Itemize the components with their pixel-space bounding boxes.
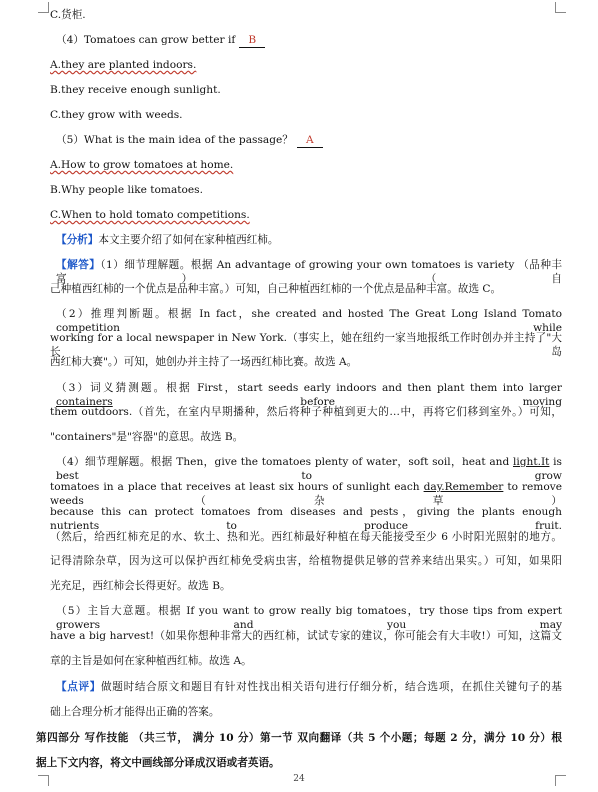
option-text: A.they are planted indoors. — [50, 59, 197, 71]
answer-q3-line2: them outdoors.（首先，在室内早期播种，然后将种子种植到更大的…中，再将它们移到室外。）可知， — [50, 406, 562, 418]
comment-tag: 【点评】 — [56, 681, 102, 693]
question-5 — [56, 133, 568, 148]
analysis-text: 本文主要介绍了如何在家种植西红柿。 — [98, 234, 279, 246]
answer-q1-line2: 己种植西红柿的一个优点是品种丰富。）可知，自己种植西红柿的一个优点是品种丰富。故选 C。 — [50, 283, 502, 295]
page-number: 24 — [293, 774, 305, 784]
solution-text: tomatoes in a place that receives at least six hours of sunlight each — [50, 481, 424, 493]
option-b-q4 — [50, 83, 562, 97]
option-b-q5 — [50, 183, 562, 197]
solution-tag: 【解答】 — [56, 259, 101, 271]
answer-q4-line4: （然后，给西红柿充足的水、软土、热和光。西红柿最好种植在每天能接受至少 6 小时阳光照射的地方。 — [50, 531, 562, 543]
solution-text: to remove weeds （杂草） — [50, 481, 562, 507]
solution-text: （4）细节理解题。根据 Then，give the tomatoes plenty of water，soft soil，heat and — [56, 456, 513, 468]
analysis-tag: 【分析】 — [56, 234, 99, 246]
option-text: B.Why people like tomatoes. — [50, 184, 203, 196]
solution-text: before moving — [112, 396, 562, 408]
underlined-word: day.Remember — [423, 481, 504, 493]
comment-line1 — [56, 680, 562, 694]
answer-q4-line3: because this can protect tomatoes from diseases and pests，giving the plants enough nutrients to produce fruit. — [50, 506, 562, 532]
option-c-q4 — [50, 108, 562, 122]
answer-q4-line2 — [50, 480, 562, 508]
option-text: C.they grow with weeds. — [50, 109, 183, 121]
answer-blank: A — [297, 133, 323, 148]
answer-q2-line1: （2）推理判断题。根据 In fact，she created and hosted The Great Long Island Tomato competition while — [56, 308, 562, 334]
answer-blank: B — [239, 33, 265, 48]
answer-q2-line3: 西红柿大赛"。）可知，她创办并主持了一场西红柿比赛。故选 A。 — [50, 356, 358, 368]
comment-line2: 础上合理分析才能得出正确的答案。 — [50, 706, 220, 718]
option-c-q5 — [50, 208, 562, 222]
underlined-word: containers — [56, 396, 113, 408]
crop-mark-top-left — [38, 2, 49, 13]
solution-text: is best to grow — [56, 456, 562, 482]
section-heading-line2: 据上下文内容，将文中画线部分译成汉语或者英语。 — [36, 757, 280, 769]
analysis-summary — [56, 233, 568, 247]
option-text: C.货柜. — [50, 9, 86, 21]
answer-q4-line6: 光充足，西红柿会长得更好。故选 B。 — [50, 580, 231, 592]
option-a-q5 — [50, 158, 562, 172]
answer-q5-line1: （5）主旨大意题。根据 If you want to grow really big tomatoes，try those tips from expert growers and you may — [56, 605, 562, 631]
answer-q4-line5: 记得清除杂草，因为这可以保护西红柿免受病虫害，给植物提供足够的营养来结出果实。）可知，如果阳 — [50, 555, 562, 567]
answer-q2-line2: working for a local newspaper in New York.（事实上，她在纽约一家当地报纸工作时创办并主持了"大长岛 — [50, 332, 562, 358]
option-text: B.they receive enough sunlight. — [50, 84, 221, 96]
solution-text: （1）细节理解题。根据 An advantage of growing your own tomatoes is variety （品种丰富）.（自 — [56, 259, 562, 285]
answer-q4-line1 — [56, 455, 562, 483]
underlined-word: light.It — [512, 456, 550, 468]
question-4 — [56, 33, 568, 48]
answer-q5-line2: have a big harvest!（如果你想种非常大的西红柿，试试专家的建议，你可能会有大丰收!）可知，这篇文 — [50, 630, 562, 642]
section-heading-line1: 第四部分 写作技能 （共三节， 满分 10 分）第一节 双向翻译（共 5 个小题；每题 2 分，满分 10 分）根 — [36, 732, 562, 744]
answer-q5-line3: 章的主旨是如何在家种植西红柿。故选 A。 — [50, 655, 252, 667]
answer-q3-line3: "containers"是"容器"的意思。故选 B。 — [50, 431, 244, 443]
question-text: （4）Tomatoes can grow better if — [56, 34, 236, 46]
option-c-q3 — [50, 8, 562, 22]
option-text: C.When to hold tomato competitions. — [50, 209, 250, 221]
solution-text: （3）词义猜测题。根据 First，start seeds early indoors and then plant them into larger — [56, 382, 562, 394]
comment-text: 做题时结合原文和题目有针对性找出相关语句进行仔细分析，结合选项，在抓住关键句子的基 — [101, 681, 563, 693]
option-text: A.How to grow tomatoes at home. — [50, 159, 234, 171]
option-a-q4 — [50, 58, 562, 72]
question-text: （5）What is the main idea of the passage？ — [56, 134, 293, 146]
